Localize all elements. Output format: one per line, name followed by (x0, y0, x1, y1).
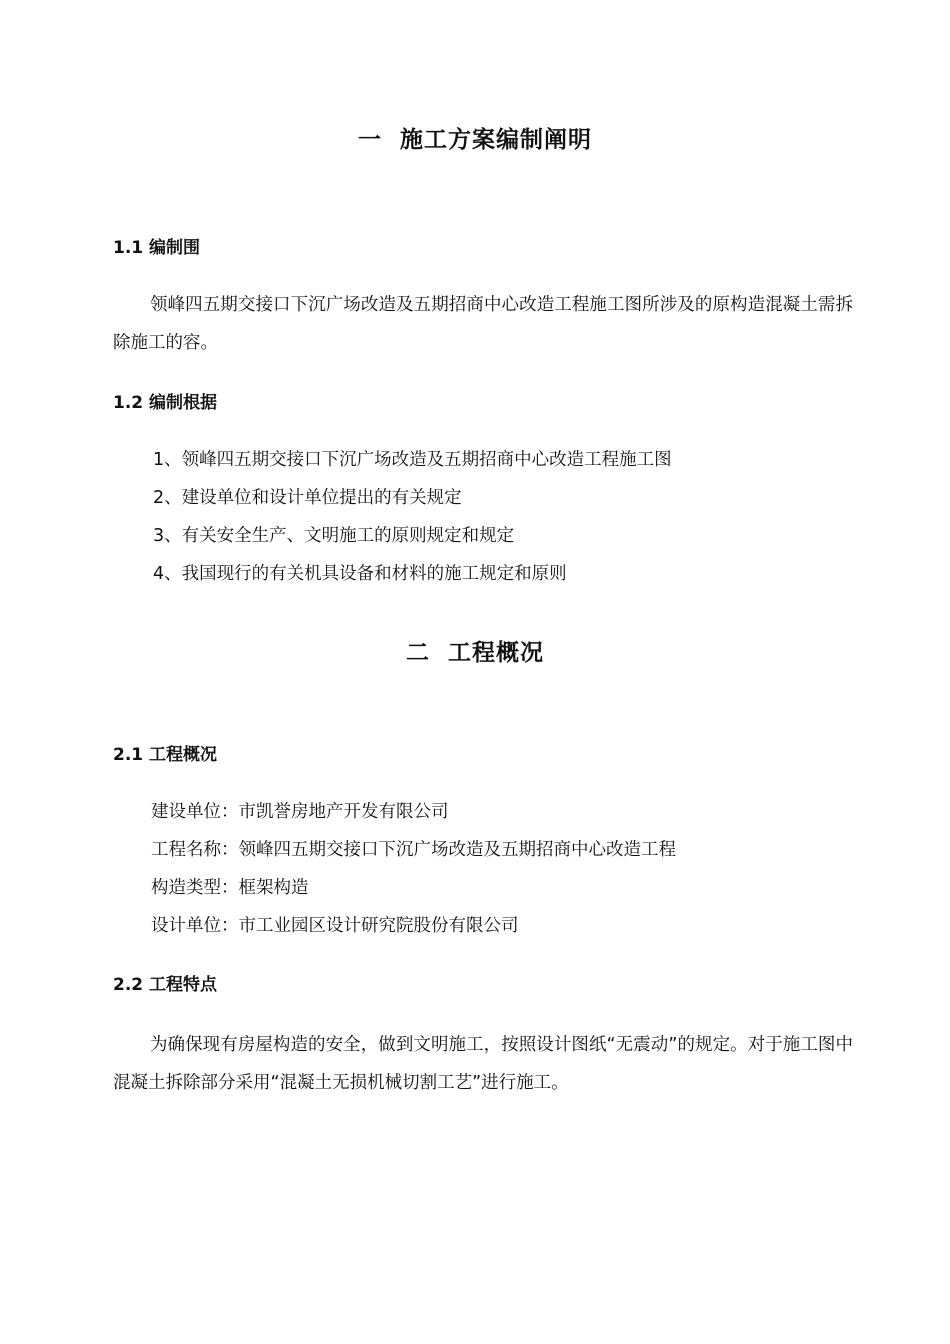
section-2-1-list (151, 793, 851, 945)
list-item: 建设单位：市凯誉房地产开发有限公司 (151, 802, 449, 822)
list-item: 构造类型：框架构造 (151, 878, 309, 898)
list-item: 工程名称：领峰四五期交接口下沉广场改造及五期招商中心改造工程 (151, 840, 676, 860)
chapter-1-number: 一 (358, 127, 382, 153)
section-2-1-heading: 2.1 工程概况 (113, 745, 218, 765)
list-item: 设计单位：市工业园区设计研究院股份有限公司 (151, 916, 519, 936)
section-2-2-heading: 2.2 工程特点 (113, 975, 218, 995)
section-1-1-paragraph: 领峰四五期交接口下沉广场改造及五期招商中心改造工程施工图所涉及的原构造混凝土需拆除施工的容。 (113, 295, 853, 353)
list-item: 1、领峰四五期交接口下沉广场改造及五期招商中心改造工程施工图 (153, 450, 672, 470)
chapter-1-text: 施工方案编制阐明 (400, 127, 592, 153)
list-item: 3、有关安全生产、文明施工的原则规定和规定 (153, 526, 515, 546)
section-1-2-heading: 1.2 编制根据 (113, 393, 218, 413)
section-2-2-paragraph: 为确保现有房屋构造的安全，做到文明施工，按照设计图纸“无震动”的规定。对于施工图中混凝土拆除部分采用“混凝土无损机械切割工艺”进行施工。 (113, 1035, 853, 1093)
chapter-1-title (0, 125, 950, 155)
list-item: 4、我国现行的有关机具设备和材料的施工规定和原则 (153, 564, 567, 584)
chapter-2-title (0, 638, 950, 668)
section-1-1-heading: 1.1 编制围 (113, 238, 201, 258)
chapter-2-number: 二 (406, 640, 430, 666)
section-1-2-list (153, 441, 853, 593)
list-item: 2、建设单位和设计单位提出的有关规定 (153, 488, 462, 508)
chapter-2-text: 工程概况 (448, 640, 544, 666)
